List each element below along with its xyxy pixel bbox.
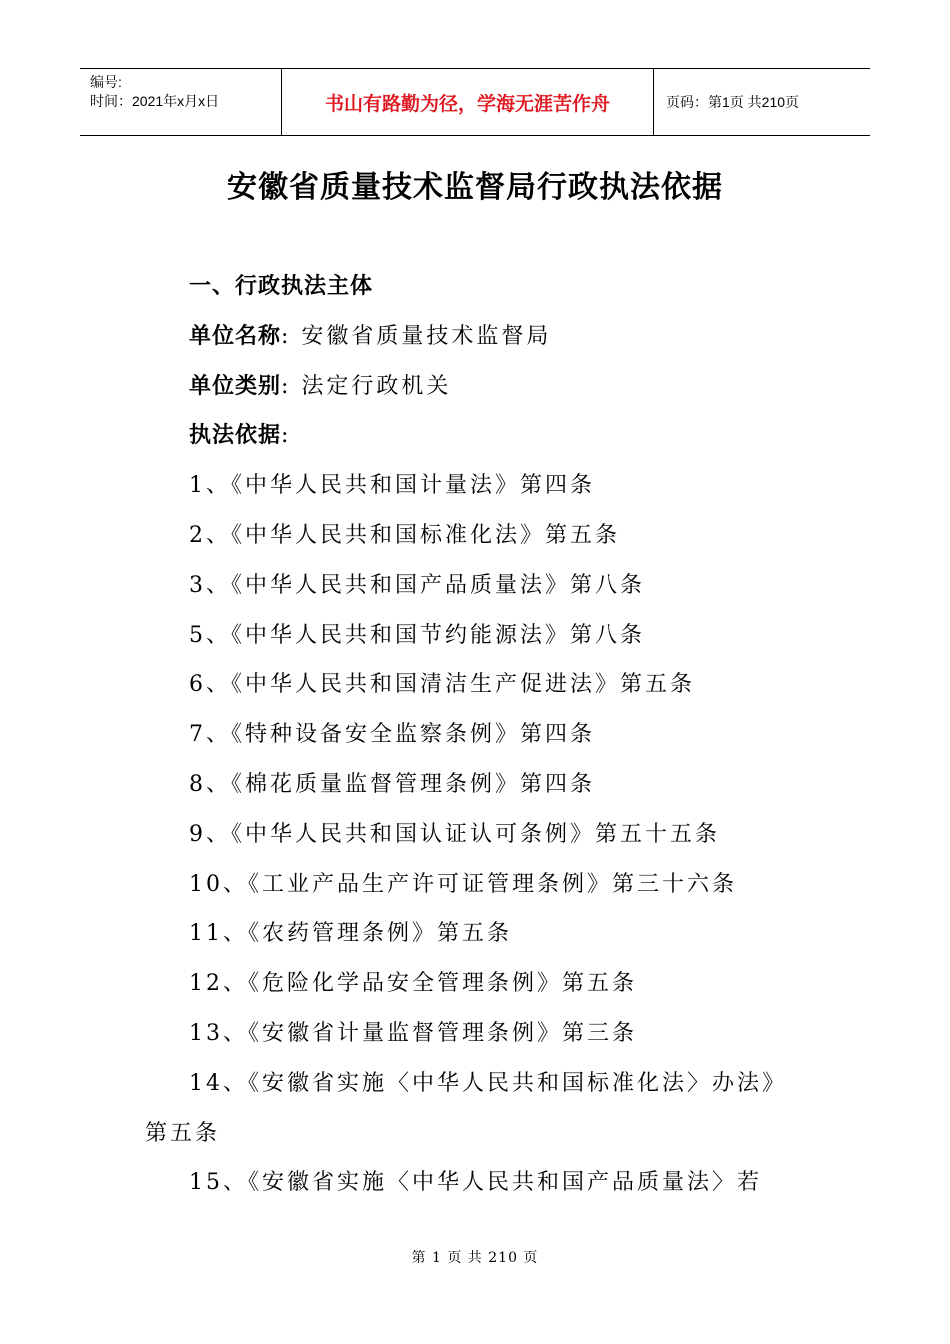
basis-label: 执法依据: [189, 423, 282, 449]
basis-colon: :: [281, 423, 292, 449]
time-label: 时间：2021年x月x日: [90, 93, 220, 109]
list-item: 3、《中华人民共和国产品质量法》第八条: [189, 572, 645, 598]
list-item: 10、《工业产品生产许可证管理条例》第三十六条: [189, 871, 737, 897]
list-item: 1、《中华人民共和国计量法》第四条: [189, 473, 595, 499]
list-item: 8、《棉花质量监督管理条例》第四条: [189, 771, 595, 797]
header-page-info: 页码：第1页 共210页: [666, 94, 800, 110]
list-item: 12、《危险化学品安全管理条例》第五条: [189, 971, 637, 997]
page-header: [80, 68, 870, 136]
document-body: [145, 262, 810, 1208]
unit-name-value: : 安徽省质量技术监督局: [281, 323, 552, 349]
unit-type-label: 单位类别: [189, 373, 282, 399]
list-item: 15、《安徽省实施〈中华人民共和国产品质量法〉若: [189, 1170, 762, 1196]
section-heading: 一、行政执法主体: [189, 274, 374, 299]
number-label: 编号:: [90, 74, 122, 90]
header-meta: [80, 69, 282, 135]
header-motto: 书山有路勤为径，学海无涯苦作舟: [282, 69, 654, 135]
list-item: 7、《特种设备安全监察条例》第四条: [189, 722, 595, 748]
list-item: 11、《农药管理条例》第五条: [189, 921, 512, 947]
list-item: 13、《安徽省计量监督管理条例》第三条: [189, 1020, 637, 1046]
unit-name-label: 单位名称: [189, 323, 282, 349]
page-footer: 第 1 页 共 210 页: [411, 1250, 539, 1266]
document-title: 安徽省质量技术监督局行政执法依据: [227, 170, 723, 205]
list-item: 14、《安徽省实施〈中华人民共和国标准化法〉办法》第五条: [145, 1070, 787, 1146]
list-item: 2、《中华人民共和国标准化法》第五条: [189, 522, 620, 548]
list-item: 5、《中华人民共和国节约能源法》第八条: [189, 622, 645, 648]
unit-type-value: : 法定行政机关: [281, 373, 452, 399]
list-item: 9、《中华人民共和国认证认可条例》第五十五条: [189, 821, 720, 847]
list-item: 6、《中华人民共和国清洁生产促进法》第五条: [189, 672, 695, 698]
